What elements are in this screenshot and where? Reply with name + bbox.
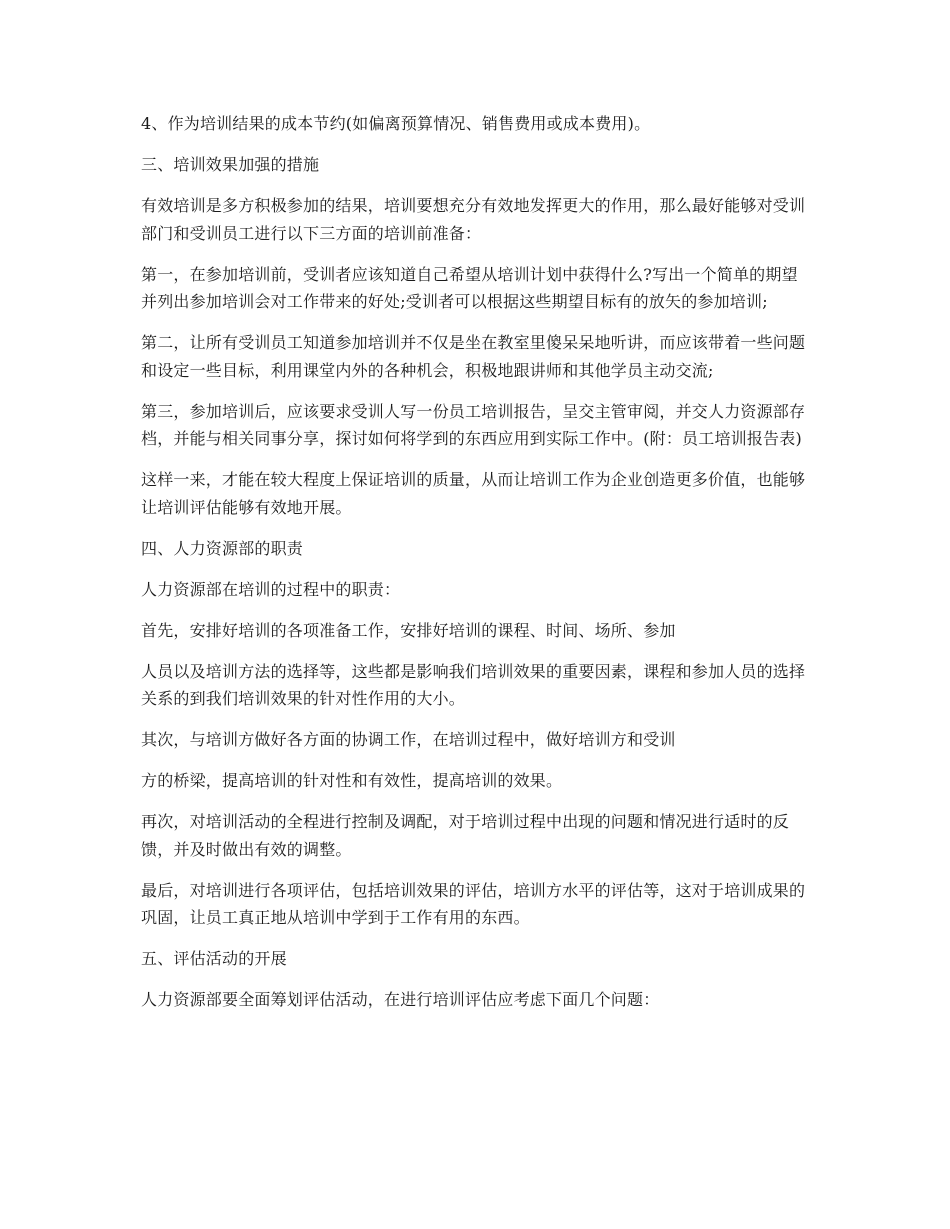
paragraph-thirdly: 再次，对培训活动的全程进行控制及调配，对于培训过程中出现的问题和情况进行适时的反馈，并及时做出有效的调整。 xyxy=(141,812,790,859)
section-heading-4: 四、人力资源部的职责 xyxy=(141,538,304,558)
paragraph-evaluation-planning: 人力资源部要全面筹划评估活动，在进行培训评估应考虑下面几个问题： xyxy=(141,990,660,1009)
paragraph-finally: 最后，对培训进行各项评估，包括培训效果的评估，培训方水平的评估等，这对于培训成果的巩固，让员工真正地从培训中学到于工作有用的东西。 xyxy=(141,880,806,927)
document-body xyxy=(141,110,811,1027)
paragraph-effective-training: 有效培训是多方积极参加的结果，培训要想充分有效地发挥更大的作用，那么最好能够对受训部门和受训员工进行以下三方面的培训前准备： xyxy=(141,196,806,243)
paragraph-conclusion: 这样一来，才能在较大程度上保证培训的质量，从而让培训工作为企业创造更多价值，也能够让培训评估能够有效地开展。 xyxy=(141,470,806,517)
paragraph-second: 第二，让所有受训员工知道参加培训并不仅是坐在教室里傻呆呆地听讲，而应该带着一些问题和设定一些目标，利用课堂内外的各种机会，积极地跟讲师和其他学员主动交流; xyxy=(141,333,806,380)
section-heading-5: 五、评估活动的开展 xyxy=(141,949,287,968)
paragraph-firstly-cont: 人员以及培训方法的选择等，这些都是影响我们培训效果的重要因素，课程和参加人员的选择关系的到我们培训效果的针对性作用的大小。 xyxy=(141,661,806,708)
paragraph-firstly: 首先，安排好培训的各项准备工作，安排好培训的课程、时间、场所、参加 xyxy=(141,620,676,640)
paragraph-secondly: 其次，与培训方做好各方面的协调工作，在培训过程中，做好培训方和受训 xyxy=(141,730,676,749)
section-heading-3: 三、培训效果加强的措施 xyxy=(141,155,320,174)
paragraph-cost-savings-item: 4、作为培训结果的成本节约(如偏离预算情况、销售费用或成本费用)。 xyxy=(141,114,651,133)
paragraph-first: 第一，在参加培训前，受训者应该知道自己希望从培训计划中获得什么?写出一个简单的期望并列出参加培训会对工作带来的好处;受训者可以根据这些期望目标有的放矢的参加培训; xyxy=(141,264,798,311)
paragraph-hr-duties-intro: 人力资源部在培训的过程中的职责： xyxy=(141,579,401,599)
paragraph-secondly-cont: 方的桥梁，提高培训的针对性和有效性，提高培训的效果。 xyxy=(141,771,563,790)
paragraph-third: 第三，参加培训后，应该要求受训人写一份员工培训报告，呈交主管审阅，并交人力资源部存档，并能与相关同事分享，探讨如何将学到的东西应用到实际工作中。(附：员工培训报告表) xyxy=(141,401,806,448)
